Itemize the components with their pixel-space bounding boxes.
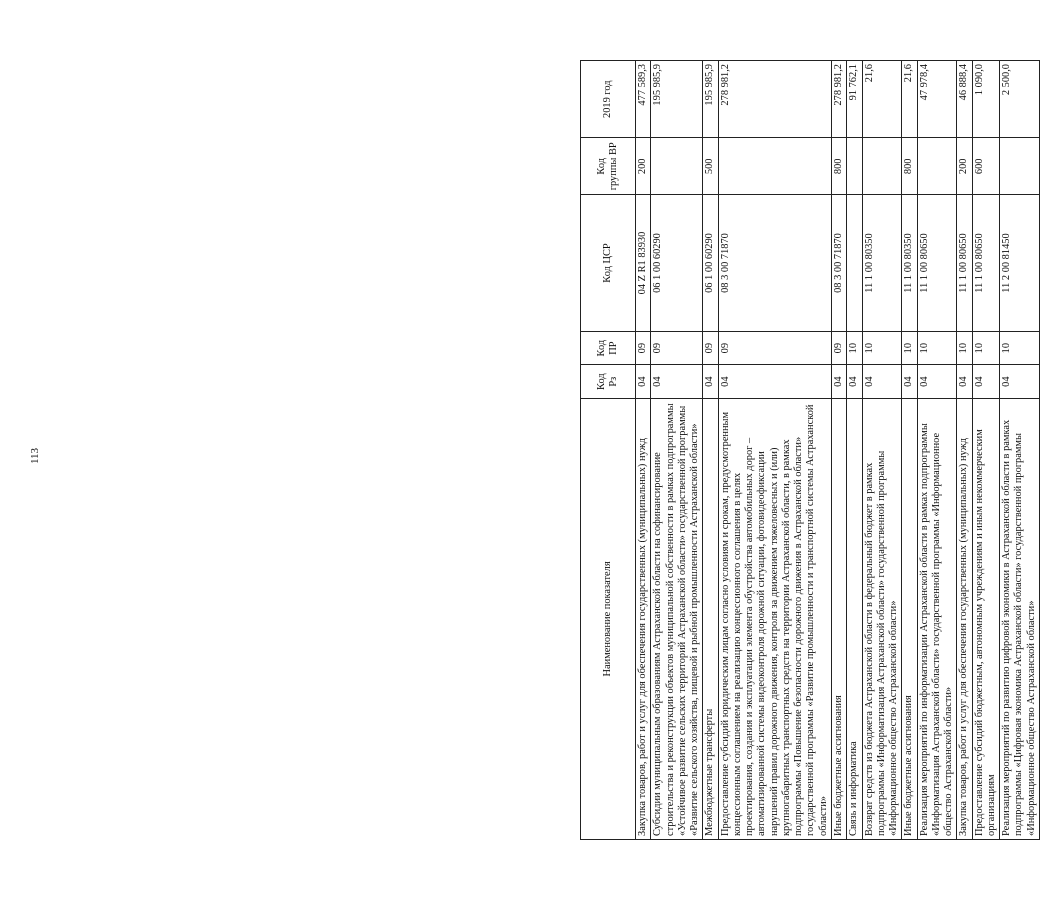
- budget-table-container: [580, 60, 1052, 840]
- budget-table: [580, 60, 1040, 840]
- cell-rz: 04: [636, 365, 651, 399]
- cell-name: Реализация мероприятий по развитию цифровой экономики в Астраханской области в рамках подпрограммы «Цифровая экономика Астраханской области» государственной программы «Информационное общество Астраханской области»: [1000, 398, 1040, 839]
- cell-rz: 04: [917, 365, 957, 399]
- table-header-row: [581, 61, 636, 840]
- cell-value: 21,6: [902, 61, 917, 138]
- header-pr: Код ПР: [581, 331, 636, 365]
- cell-value: 21,6: [862, 61, 902, 138]
- cell-pr: 09: [636, 331, 651, 365]
- cell-csr: 11 1 00 80650: [972, 195, 1000, 332]
- cell-value: 195 985,9: [651, 61, 703, 138]
- table-row: [831, 61, 846, 840]
- table-row: [651, 61, 703, 840]
- cell-pr: 10: [957, 331, 972, 365]
- cell-value: 278 981,2: [718, 61, 831, 138]
- cell-pr: 09: [703, 331, 718, 365]
- cell-pr: 10: [1000, 331, 1040, 365]
- header-csr: Код ЦСР: [581, 195, 636, 332]
- cell-rz: 04: [957, 365, 972, 399]
- cell-value: 278 981,2: [831, 61, 846, 138]
- cell-vr: [651, 138, 703, 195]
- table-row: [847, 61, 862, 840]
- cell-vr: [1000, 138, 1040, 195]
- cell-pr: 10: [917, 331, 957, 365]
- cell-pr: 10: [902, 331, 917, 365]
- cell-vr: [718, 138, 831, 195]
- table-row: [703, 61, 718, 840]
- cell-pr: 10: [862, 331, 902, 365]
- cell-value: 91 762,1: [847, 61, 862, 138]
- page-number: 113: [29, 447, 41, 465]
- cell-pr: 10: [972, 331, 1000, 365]
- cell-name: Иные бюджетные ассигнования: [831, 398, 846, 839]
- cell-csr: 11 1 00 80650: [917, 195, 957, 332]
- cell-value: 46 888,4: [957, 61, 972, 138]
- cell-vr: 600: [972, 138, 1000, 195]
- table-row: [636, 61, 651, 840]
- cell-csr: 06 1 00 60290: [651, 195, 703, 332]
- cell-name: Закупка товаров, работ и услуг для обеспечения государственных (муниципальных) нужд: [636, 398, 651, 839]
- cell-rz: 04: [831, 365, 846, 399]
- cell-name: Закупка товаров, работ и услуг для обеспечения государственных (муниципальных) нужд: [957, 398, 972, 839]
- header-name: Наименование показателя: [581, 398, 636, 839]
- header-vr: Код группы ВР: [581, 138, 636, 195]
- table-row: [862, 61, 902, 840]
- cell-pr: 09: [718, 331, 831, 365]
- cell-name: Иные бюджетные ассигнования: [902, 398, 917, 839]
- table-row: [957, 61, 972, 840]
- cell-csr: 06 1 00 60290: [703, 195, 718, 332]
- cell-vr: 800: [902, 138, 917, 195]
- cell-vr: [917, 138, 957, 195]
- cell-vr: [862, 138, 902, 195]
- header-year: 2019 год: [581, 61, 636, 138]
- cell-name: Реализация мероприятий по информатизации Астраханской области в рамках подпрограммы «Информатизация Астраханской области» государственной программы «Информационное общество Астраханской области»: [917, 398, 957, 839]
- cell-vr: 200: [636, 138, 651, 195]
- cell-rz: 04: [651, 365, 703, 399]
- cell-value: 2 500,0: [1000, 61, 1040, 138]
- table-row: [718, 61, 831, 840]
- cell-csr: [847, 195, 862, 332]
- cell-name: Возврат средств из бюджета Астраханской области в федеральный бюджет в рамках подпрограммы «Информатизация Астраханской области» государственной программы «Информационное общество Астраханской области»: [862, 398, 902, 839]
- cell-name: Субсидии муниципальным образованиям Астраханской области на софинансирование строительства и реконструкции объектов муниципальной собственности в рамках подпрограммы «Устойчивое развитие сельских территорий Астраханской области» государственной программы «Развитие сельского хозяйства, пищевой и рыбной промышленности Астраханской области»: [651, 398, 703, 839]
- header-rz: Код Рз: [581, 365, 636, 399]
- table-row: [972, 61, 1000, 840]
- cell-rz: 04: [847, 365, 862, 399]
- cell-rz: 04: [862, 365, 902, 399]
- cell-csr: 08 3 00 71870: [831, 195, 846, 332]
- cell-csr: 04 Z R1 83930: [636, 195, 651, 332]
- cell-rz: 04: [902, 365, 917, 399]
- table-row: [917, 61, 957, 840]
- cell-pr: 10: [847, 331, 862, 365]
- cell-value: 477 589,3: [636, 61, 651, 138]
- cell-name: Межбюджетные трансферты: [703, 398, 718, 839]
- cell-vr: 500: [703, 138, 718, 195]
- cell-rz: 04: [718, 365, 831, 399]
- cell-vr: [847, 138, 862, 195]
- cell-name: Связь и информатика: [847, 398, 862, 839]
- cell-csr: 11 1 00 80350: [902, 195, 917, 332]
- cell-csr: 11 1 00 80350: [862, 195, 902, 332]
- cell-value: 47 978,4: [917, 61, 957, 138]
- cell-csr: 08 3 00 71870: [718, 195, 831, 332]
- cell-rz: 04: [703, 365, 718, 399]
- cell-name: Предоставление субсидий юридическим лицам согласно условиям и срокам, предусмотренным концессионным соглашением на реализацию концессионного соглашения в целях проектирования, создания и эксплуатации элемента обустройства автомобильных дорог – автоматизированной системы видеоконтроля дорожной ситуации, фотовидеофиксации нарушений правил дорожного движения, контроля за движением тяжеловесных и (или) крупногабаритных транспортных средств на территории Астраханской области, в рамках подпрограммы «Повышение безопасности дорожного движения в Астраханской области» государственной программы «Развитие промышленности и транспортной системы Астраханской области»: [718, 398, 831, 839]
- cell-vr: 200: [957, 138, 972, 195]
- cell-vr: 800: [831, 138, 846, 195]
- cell-csr: 11 2 00 81450: [1000, 195, 1040, 332]
- cell-value: 1 090,0: [972, 61, 1000, 138]
- cell-rz: 04: [972, 365, 1000, 399]
- cell-csr: 11 1 00 80650: [957, 195, 972, 332]
- cell-pr: 09: [831, 331, 846, 365]
- cell-name: Предоставление субсидий бюджетным, автономным учреждениям и иным некоммерческим организациям: [972, 398, 1000, 839]
- cell-value: 195 985,9: [703, 61, 718, 138]
- cell-rz: 04: [1000, 365, 1040, 399]
- table-row: [1000, 61, 1040, 840]
- cell-pr: 09: [651, 331, 703, 365]
- table-row: [902, 61, 917, 840]
